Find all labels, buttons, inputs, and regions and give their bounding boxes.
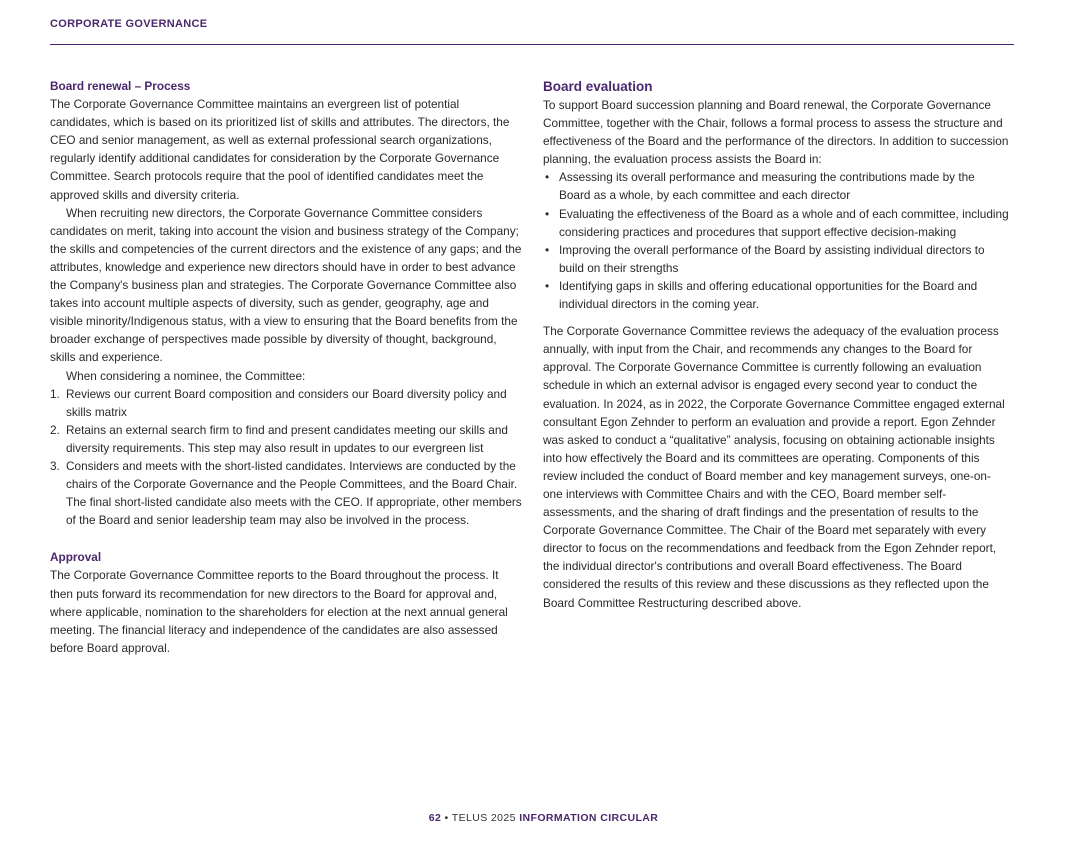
bullet-text: Improving the overall performance of the Board by assisting individual directors to build on their strengths bbox=[559, 242, 985, 275]
list-item bbox=[543, 241, 1009, 277]
step-number: 1. bbox=[50, 386, 60, 401]
footer-document-title: INFORMATION CIRCULAR bbox=[519, 812, 659, 824]
header-divider bbox=[50, 44, 1014, 45]
footer-company: TELUS 2025 bbox=[451, 812, 520, 824]
step-text: Considers and meets with the short-listed candidates. Interviews are conducted by the chairs of the Corporate Governance and the People Committees, and the Board Chair. The final short-listed candidate also meets with the CEO. If appropriate, other members of the Board and senior leadership team may also be involved in the process. bbox=[66, 458, 522, 528]
bullet-icon: • bbox=[545, 242, 550, 257]
evaluation-paragraph-2: The Corporate Governance Committee reviews the adequacy of the evaluation process annually, with input from the Chair, and recommends any changes to the Board for approval. The Corporate Governance Committee is currently following an evaluation schedule in which an external advisor is engaged every second year to conduct the evaluation. In 2024, as in 2022, the Corporate Governance Committee engaged external consultant Egon Zehnder to perform an evaluation and provide a report. Egon Zehnder was asked to conduct a “qualitative” analysis, focusing on obtaining actionable insights into how effectively the Board and its committees are operating. Components of this review included the conduct of Board member and key management surveys, one-on-one interviews with Committee Chairs and with the CEO, Board member self-assessments, and the sharing of draft findings and the presentation of results to the Corporate Governance Committee. The Chair of the Board met separately with every director to focus on the recommendations and feedback from the Egon Zehnder report, the individual director's contributions and overall Board effectiveness. The Board considered the results of this review and these discussions as they reflected upon the Board Committee Restructuring described above. bbox=[543, 324, 1005, 610]
list-item bbox=[50, 385, 522, 421]
page-number: 62 bbox=[428, 812, 442, 824]
step-text: Retains an external search firm to find and present candidates meeting our skills and diversity requirements. This step may also result in updates to our evergreen list bbox=[66, 422, 508, 455]
bullet-text: Identifying gaps in skills and offering educational opportunities for the Board and individual directors in the coming year. bbox=[559, 278, 978, 312]
bullet-icon: • bbox=[545, 278, 550, 293]
list-item bbox=[50, 421, 522, 457]
renewal-paragraph-2: When recruiting new directors, the Corporate Governance Committee considers candidates on merit, taking into account the vision and business strategy of the Company; the skills and competencies of the current directors and the existence of any gaps; and the attributes, knowledge and experience new directors should have in order to best advance the Company's business plan and strategies. The Corporate Governance Committee also takes into account multiple aspects of diversity, such as gender, geography, age and visible minority/Indigenous status, with a view to ensuring that the Board benefits from the broader exchange of perspectives made possible by diversity of thought, background, skills and experience. bbox=[50, 205, 522, 365]
right-column bbox=[543, 77, 1009, 612]
list-item bbox=[543, 277, 1009, 313]
step-text: Reviews our current Board composition and considers our Board diversity policy and skills matrix bbox=[66, 386, 507, 419]
bullet-text: Evaluating the effectiveness of the Board as a whole and of each committee, including considering practices and procedures that support effective decision-making bbox=[559, 206, 1009, 239]
bullet-text: Assessing its overall performance and measuring the contributions made by the Board as a whole, by each committee and each director bbox=[559, 170, 975, 203]
board-renewal-heading: Board renewal – Process bbox=[50, 79, 191, 93]
nominee-steps-list bbox=[50, 385, 522, 530]
approval-heading: Approval bbox=[50, 550, 102, 565]
bullet-icon: • bbox=[545, 206, 550, 221]
evaluation-bullet-list bbox=[543, 168, 1009, 313]
footer-separator: • bbox=[441, 812, 452, 824]
bullet-icon: • bbox=[545, 170, 550, 185]
renewal-paragraph-3: When considering a nominee, the Committee: bbox=[66, 368, 306, 383]
step-number: 2. bbox=[50, 422, 60, 437]
list-item bbox=[543, 205, 1009, 241]
step-number: 3. bbox=[50, 458, 60, 473]
board-evaluation-heading: Board evaluation bbox=[543, 79, 653, 94]
renewal-paragraph-1: The Corporate Governance Committee maintains an evergreen list of potential candidates, which is based on its prioritized list of skills and attributes. The directors, the CEO and senior management, as well as external professional search organizations, regularly identify additional candidates for consideration by the Corporate Governance Committee. Search protocols require that the pool of identified candidates meet the approved skills and diversity criteria. bbox=[50, 97, 510, 202]
list-item bbox=[543, 168, 1009, 204]
approval-paragraph: The Corporate Governance Committee reports to the Board throughout the process. It then puts forward its recommendation for new directors to the Board for approval and, where applicable, nomination to the shareholders for election at the next annual general meeting. The financial literacy and independence of the candidates are also assessed before Board approval. bbox=[50, 568, 508, 655]
left-column bbox=[50, 77, 522, 657]
section-header: CORPORATE GOVERNANCE bbox=[50, 18, 208, 30]
list-item bbox=[50, 457, 522, 529]
evaluation-paragraph-1: To support Board succession planning and Board renewal, the Corporate Governance Committee, together with the Chair, follows a formal process to assess the structure and effectiveness of the Board and the performance of the directors. In addition to succession planning, the evaluation process assists the Board in: bbox=[543, 98, 1009, 167]
page-footer bbox=[0, 812, 1087, 824]
